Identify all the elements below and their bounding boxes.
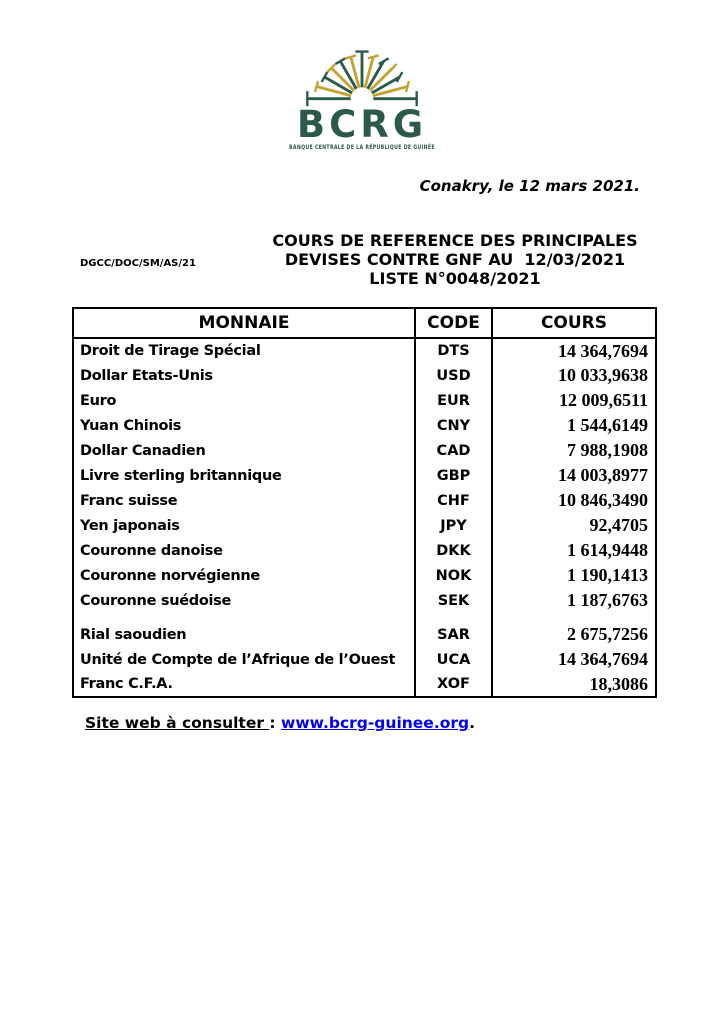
table-row [73, 388, 656, 413]
currency-code: CNY [415, 413, 492, 438]
currency-rate: 7 988,1908 [492, 438, 656, 463]
table-header-row [73, 308, 656, 338]
column-header-cours: COURS [492, 308, 656, 338]
table-row [73, 363, 656, 388]
currency-rate: 92,4705 [492, 513, 656, 538]
currency-code: XOF [415, 672, 492, 697]
currency-rate: 1 614,9448 [492, 538, 656, 563]
currency-name: Euro [73, 388, 415, 413]
bcrg-logo [0, 44, 724, 151]
footer-website-line [85, 714, 475, 732]
table-row [73, 513, 656, 538]
table-row [73, 438, 656, 463]
website-link[interactable]: www.bcrg-guinee.org [281, 714, 470, 732]
currency-rate: 14 364,7694 [492, 338, 656, 363]
currency-name: Couronne danoise [73, 538, 415, 563]
currency-code: EUR [415, 388, 492, 413]
currency-rate: 1 190,1413 [492, 563, 656, 588]
currency-name: Dollar Etats-Unis [73, 363, 415, 388]
currency-name: Couronne suédoise [73, 588, 415, 613]
currency-rate: 2 675,7256 [492, 613, 656, 647]
logo-subtitle: BANQUE CENTRALE DE LA RÉPUBLIQUE DE GUINÉE [289, 144, 435, 151]
title-line-1: COURS DE REFERENCE DES PRINCIPALES [272, 231, 638, 250]
date-line: Conakry, le 12 mars 2021. [419, 177, 640, 195]
rates-table-body [73, 338, 656, 697]
currency-code: GBP [415, 463, 492, 488]
currency-rate: 1 187,6763 [492, 588, 656, 613]
currency-rate: 12 009,6511 [492, 388, 656, 413]
table-row [73, 463, 656, 488]
website-label: Site web à consulter [85, 714, 270, 732]
currency-name: Yen japonais [73, 513, 415, 538]
currency-name: Couronne norvégienne [73, 563, 415, 588]
currency-rate: 10 033,9638 [492, 363, 656, 388]
currency-code: DTS [415, 338, 492, 363]
table-row [73, 338, 656, 363]
table-row [73, 613, 656, 647]
logo-fan-icon [296, 44, 428, 110]
currency-name: Droit de Tirage Spécial [73, 338, 415, 363]
website-separator: : [269, 714, 281, 732]
currency-name: Franc suisse [73, 488, 415, 513]
column-header-code: CODE [415, 308, 492, 338]
column-header-monnaie: MONNAIE [73, 308, 415, 338]
title-line-3: LISTE N°0048/2021 [369, 269, 541, 288]
currency-rate: 10 846,3490 [492, 488, 656, 513]
reference-code: DGCC/DOC/SM/AS/21 [80, 258, 196, 269]
table-row [73, 588, 656, 613]
website-period: . [469, 714, 475, 732]
logo-acronym: BCRG [296, 103, 428, 146]
currency-code: JPY [415, 513, 492, 538]
currency-code: NOK [415, 563, 492, 588]
currency-code: USD [415, 363, 492, 388]
currency-rate: 14 003,8977 [492, 463, 656, 488]
table-row [73, 488, 656, 513]
table-row [73, 413, 656, 438]
currency-code: CAD [415, 438, 492, 463]
title-line-2: DEVISES CONTRE GNF AU 12/03/2021 [284, 250, 626, 269]
currency-name: Rial saoudien [73, 613, 415, 647]
document-title [255, 231, 655, 288]
rates-table [72, 307, 657, 698]
currency-rate: 18,3086 [492, 672, 656, 697]
table-row [73, 538, 656, 563]
currency-code: DKK [415, 538, 492, 563]
currency-code: CHF [415, 488, 492, 513]
currency-name: Unité de Compte de l’Afrique de l’Ouest [73, 647, 415, 672]
currency-rate: 14 364,7694 [492, 647, 656, 672]
rates-table-container [72, 307, 655, 698]
currency-rate: 1 544,6149 [492, 413, 656, 438]
table-row [73, 672, 656, 697]
currency-code: SEK [415, 588, 492, 613]
table-row [73, 647, 656, 672]
currency-code: SAR [415, 613, 492, 647]
currency-name: Franc C.F.A. [73, 672, 415, 697]
currency-code: UCA [415, 647, 492, 672]
currency-name: Yuan Chinois [73, 413, 415, 438]
currency-name: Dollar Canadien [73, 438, 415, 463]
table-row [73, 563, 656, 588]
currency-name: Livre sterling britannique [73, 463, 415, 488]
